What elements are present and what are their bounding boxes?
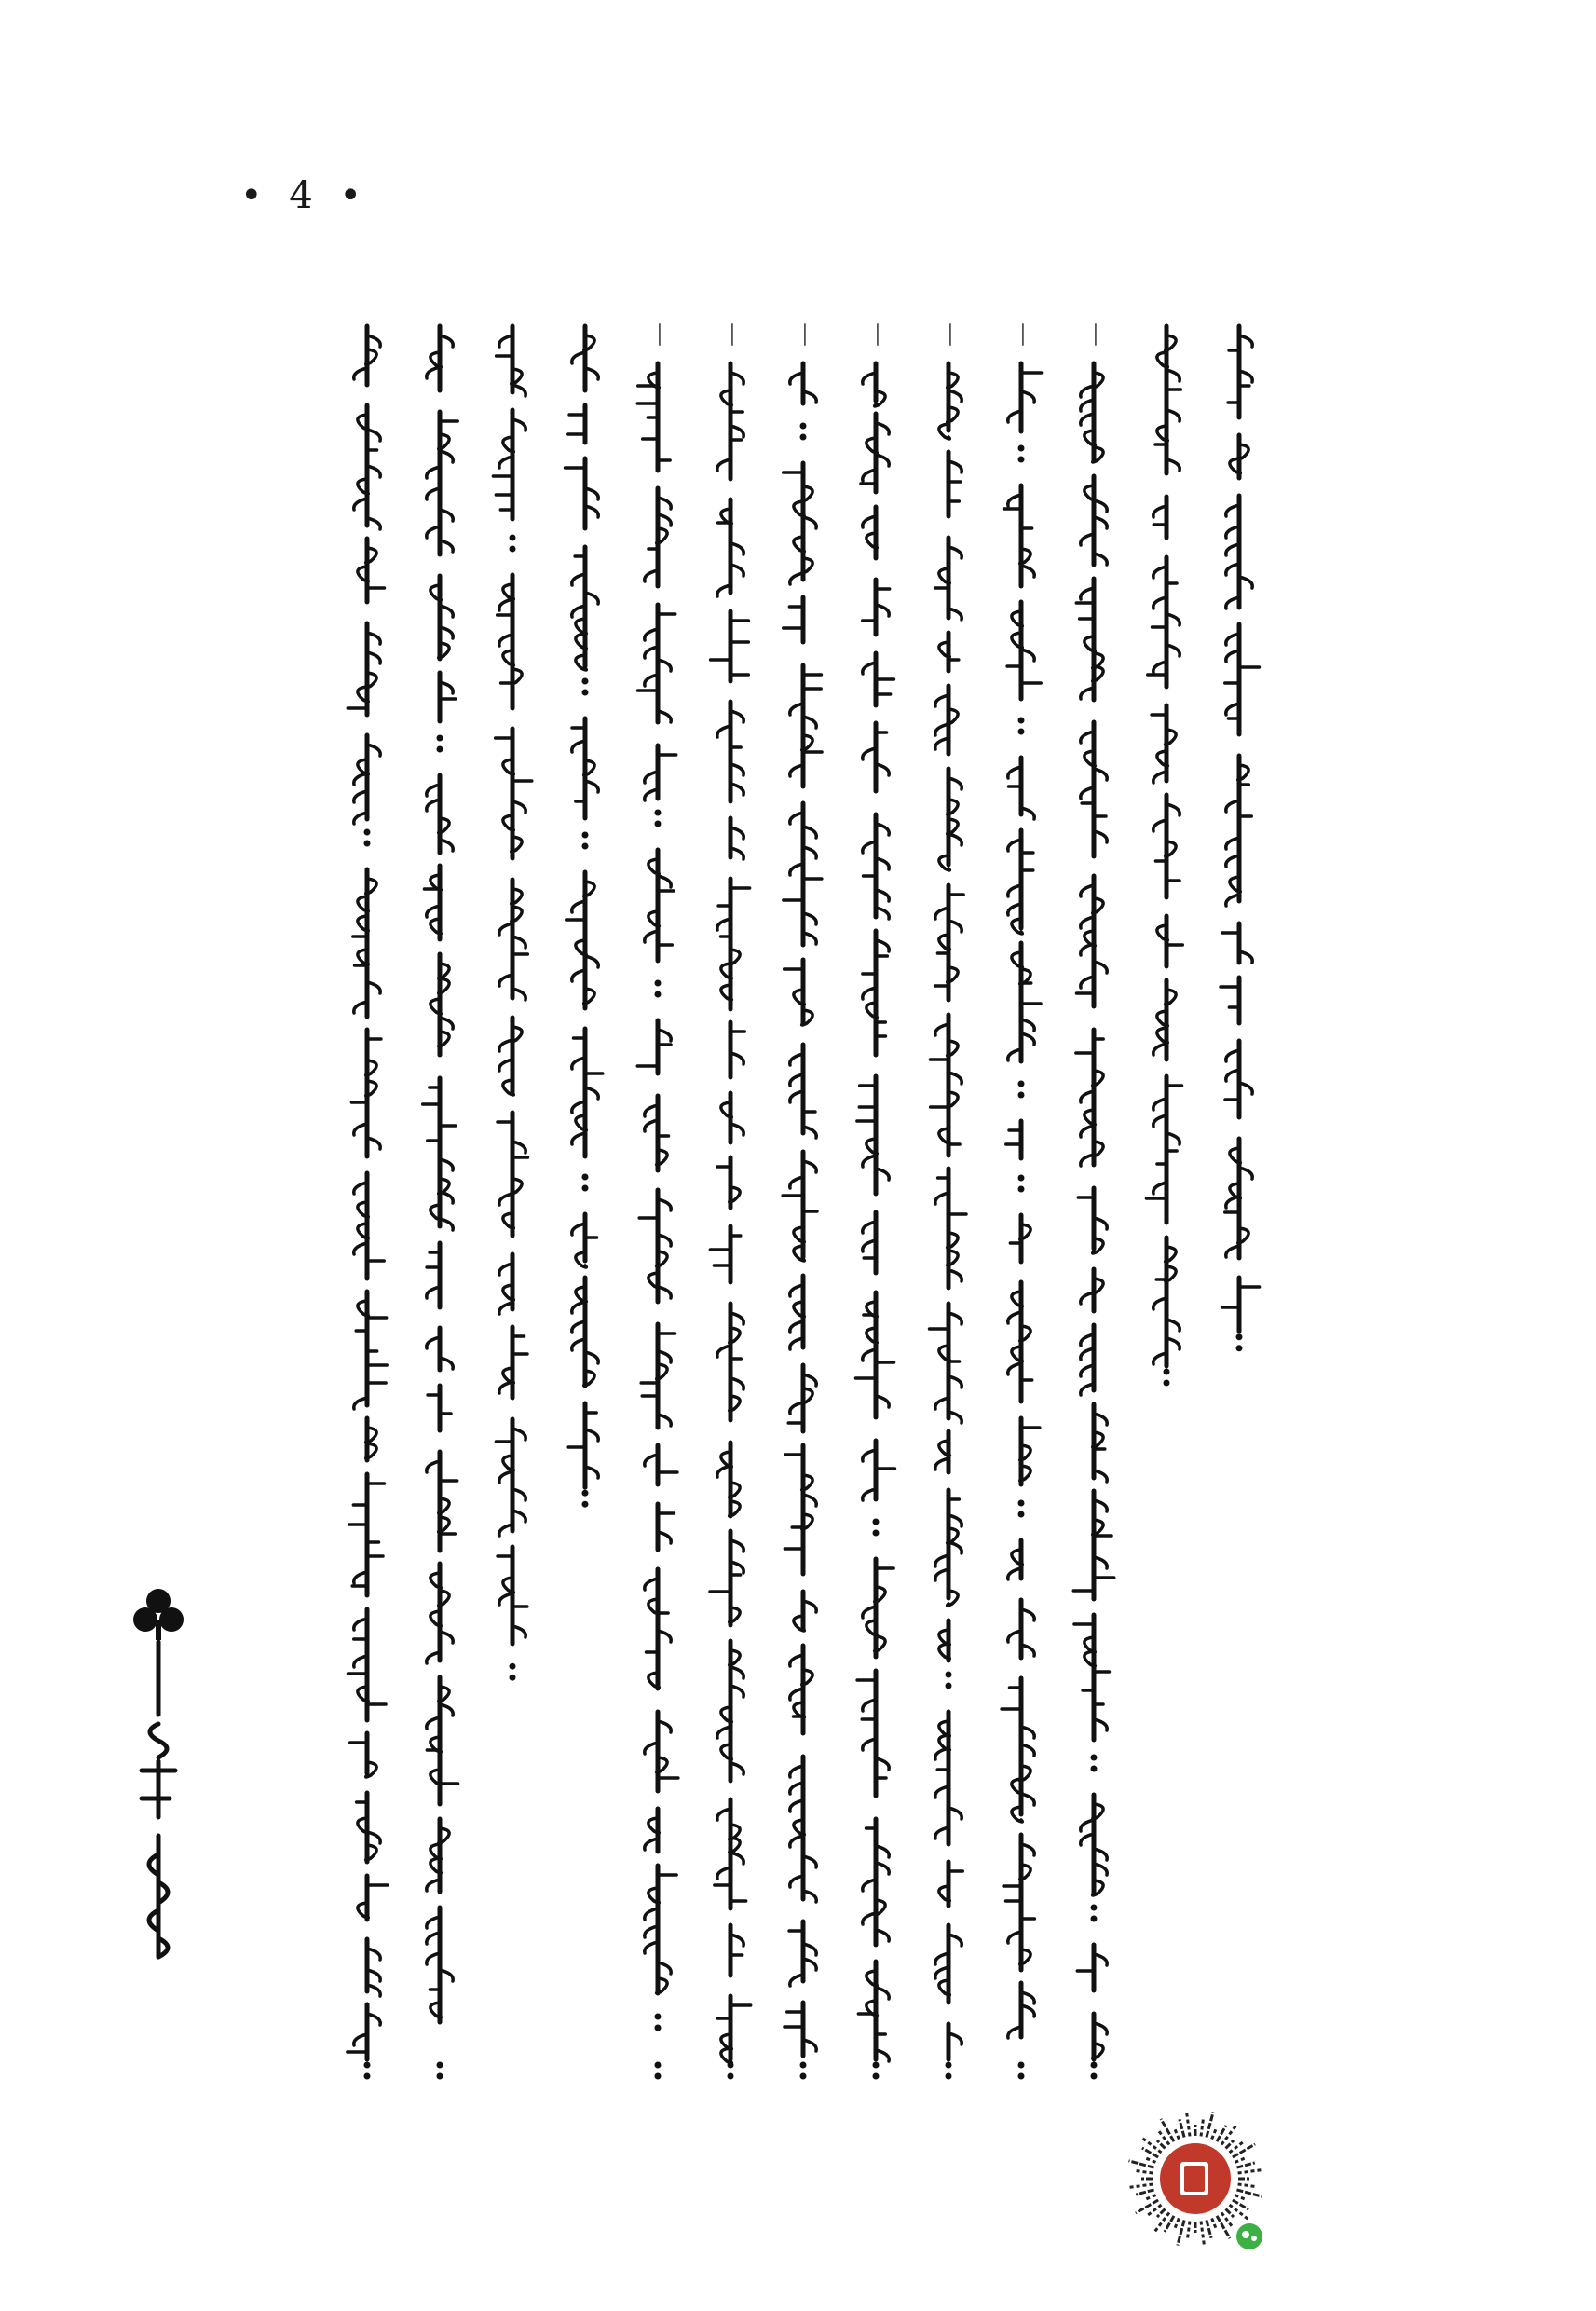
dialogue-dash: —	[719, 322, 747, 347]
page-number-right-dot: •	[339, 174, 361, 217]
dialogue-dash: —	[1010, 322, 1038, 347]
text-column	[1221, 326, 1260, 1351]
dialogue-dash: —	[937, 322, 965, 347]
running-head	[121, 1584, 196, 1976]
wechat-badge-icon	[1236, 2223, 1262, 2249]
text-column	[783, 363, 822, 2080]
text-column	[348, 326, 388, 2080]
text-column	[1146, 326, 1182, 1387]
running-head-script	[142, 1642, 175, 1957]
dialogue-dash: —	[1083, 322, 1111, 347]
text-column	[855, 363, 894, 2080]
club-ornament-icon	[133, 1589, 184, 1640]
dialogue-dash: —	[865, 322, 893, 347]
text-column	[1002, 363, 1042, 2080]
text-column	[710, 363, 751, 2080]
text-column	[566, 326, 603, 1508]
page-number-value: 4	[289, 174, 313, 217]
dialogue-dash: —	[792, 322, 820, 347]
text-column	[1073, 363, 1113, 2080]
text-column	[637, 363, 678, 2080]
qr-code-icon	[1123, 2106, 1272, 2255]
page-number-left-dot: •	[240, 174, 263, 217]
text-column	[423, 326, 458, 2080]
text-column	[493, 326, 531, 1681]
dialogue-dash: —	[647, 322, 675, 347]
text-column	[930, 363, 966, 2080]
